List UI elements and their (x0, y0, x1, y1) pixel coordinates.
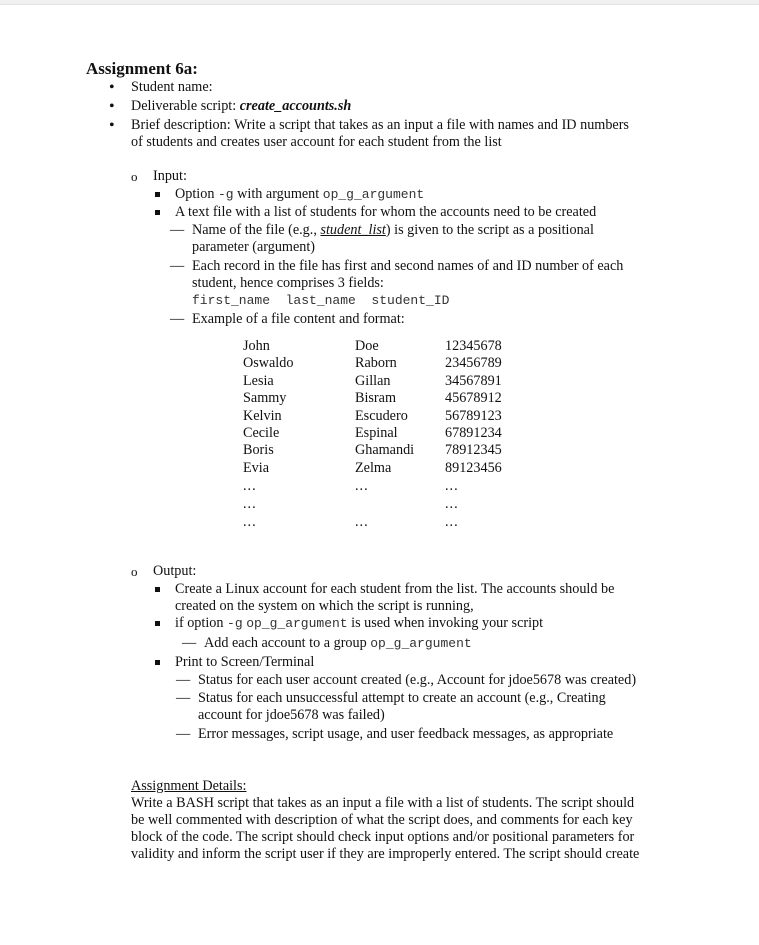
if-pre: if option (175, 615, 228, 631)
table-cell: Boris (243, 442, 274, 459)
table-cell: Gillan (355, 372, 391, 389)
details-heading: Assignment Details: (131, 778, 247, 794)
ellipsis-cell: ... (445, 478, 459, 494)
table-cell: 12345678 (445, 338, 502, 354)
add-group-item (204, 635, 472, 652)
ellipsis-cell: ... (445, 496, 459, 512)
errors-item: — Error messages, script usage, and user feedback messages, as appropriate (198, 726, 613, 743)
option-g-item (175, 186, 424, 203)
details-line: be well commented with description of what the script does, and comments for each key (131, 812, 633, 828)
if-arg: op_g_argument (246, 616, 348, 631)
create-account-line1: Create a Linux account for each student from the list. The accounts should be (175, 581, 615, 597)
table-cell: 45678912 (445, 390, 502, 407)
table-cell: 23456789 (445, 355, 502, 372)
brief-description-line1: • Brief description: Write a script that takes as an input a file with names and ID numbers (131, 117, 629, 134)
deliverable-label: Deliverable script: (131, 98, 240, 114)
ellipsis-cell: ... (355, 478, 369, 494)
table-cell: Bisram (355, 390, 396, 407)
example-label: — Example of a file content and format: (192, 311, 405, 328)
status-failed-line2: account for jdoe5678 was failed) (198, 707, 385, 723)
if-option-item (175, 615, 543, 632)
filename-line2: parameter (argument) (192, 239, 316, 255)
if-flag: -g (227, 616, 243, 631)
table-cell: Cecile (243, 425, 280, 442)
assignment-title: Assignment 6a: (86, 59, 198, 78)
filename-pre: Name of the file (e.g., (192, 222, 321, 238)
filename-example: student_list (320, 222, 386, 238)
table-cell: Ghamandi (355, 442, 415, 459)
status-created-item: — Status for each user account created (e.g., Account for jdoe5678 was created) (198, 672, 636, 689)
table-cell: John (243, 338, 270, 354)
table-cell: Escudero (355, 407, 408, 424)
status-failed-line1: — Status for each unsuccessful attempt to create an account (e.g., Creating (198, 690, 606, 707)
add-pre: Add each account to a group (204, 635, 371, 651)
last-name-column (355, 338, 414, 477)
details-line: Write a BASH script that takes as an input a file with a list of students. The script should (131, 795, 635, 811)
table-cell: 89123456 (445, 459, 502, 476)
textfile-item: A text file with a list of students for whom the accounts need to be created (175, 204, 597, 220)
table-cell: Zelma (355, 459, 392, 476)
deliverable-filename: create_accounts.sh (239, 98, 352, 114)
table-cell: Sammy (243, 390, 287, 407)
ellipsis-cell: ... (243, 478, 257, 494)
table-cell: 67891234 (445, 425, 502, 442)
details-line: validity and inform the script user if they are improperly entered. The script should create (131, 846, 640, 862)
table-cell: 56789123 (445, 407, 502, 424)
option-mid: with argument (233, 186, 323, 202)
add-arg: op_g_argument (370, 636, 472, 651)
ellipsis-cell: ... (355, 514, 369, 530)
page-top-border (0, 0, 759, 5)
input-heading: o Input: (153, 168, 187, 185)
table-cell: 34567891 (445, 372, 502, 389)
record-line2: student, hence comprises 3 fields: (192, 275, 384, 291)
student-id-column (445, 338, 502, 477)
option-flag: -g (217, 187, 234, 202)
ellipsis-cell: ... (243, 496, 257, 512)
fields-format: first_name last_name student_ID (192, 293, 450, 308)
record-line1: — Each record in the file has first and second names of and ID number of each (192, 258, 623, 275)
print-item: Print to Screen/Terminal (175, 654, 315, 670)
filename-line1 (192, 222, 594, 239)
option-pre: Option (175, 186, 218, 202)
first-name-column (243, 338, 293, 477)
ellipsis-cell: ... (445, 514, 459, 530)
details-line: block of the code. The script should check input options and/or positional parameters for (131, 829, 635, 845)
deliverable-item (131, 98, 351, 115)
brief-description-line2: of students and creates user account for each student from the list (131, 134, 502, 150)
table-cell: Raborn (355, 355, 397, 372)
table-cell: Doe (355, 338, 379, 354)
table-cell: Kelvin (243, 407, 282, 424)
table-cell: 78912345 (445, 442, 502, 459)
table-cell: Evia (243, 459, 269, 476)
create-account-line2: created on the system on which the script is running, (175, 598, 474, 614)
if-post: is used when invoking your script (347, 615, 544, 631)
table-cell: Oswaldo (243, 355, 294, 372)
table-cell: Espinal (355, 425, 398, 442)
filename-post: ) is given to the script as a positional (385, 222, 594, 238)
student-name-item: • Student name: (131, 79, 213, 96)
option-arg: op_g_argument (322, 187, 425, 202)
table-cell: Lesia (243, 372, 274, 389)
ellipsis-cell: ... (243, 514, 257, 530)
output-heading: o Output: (153, 563, 196, 580)
